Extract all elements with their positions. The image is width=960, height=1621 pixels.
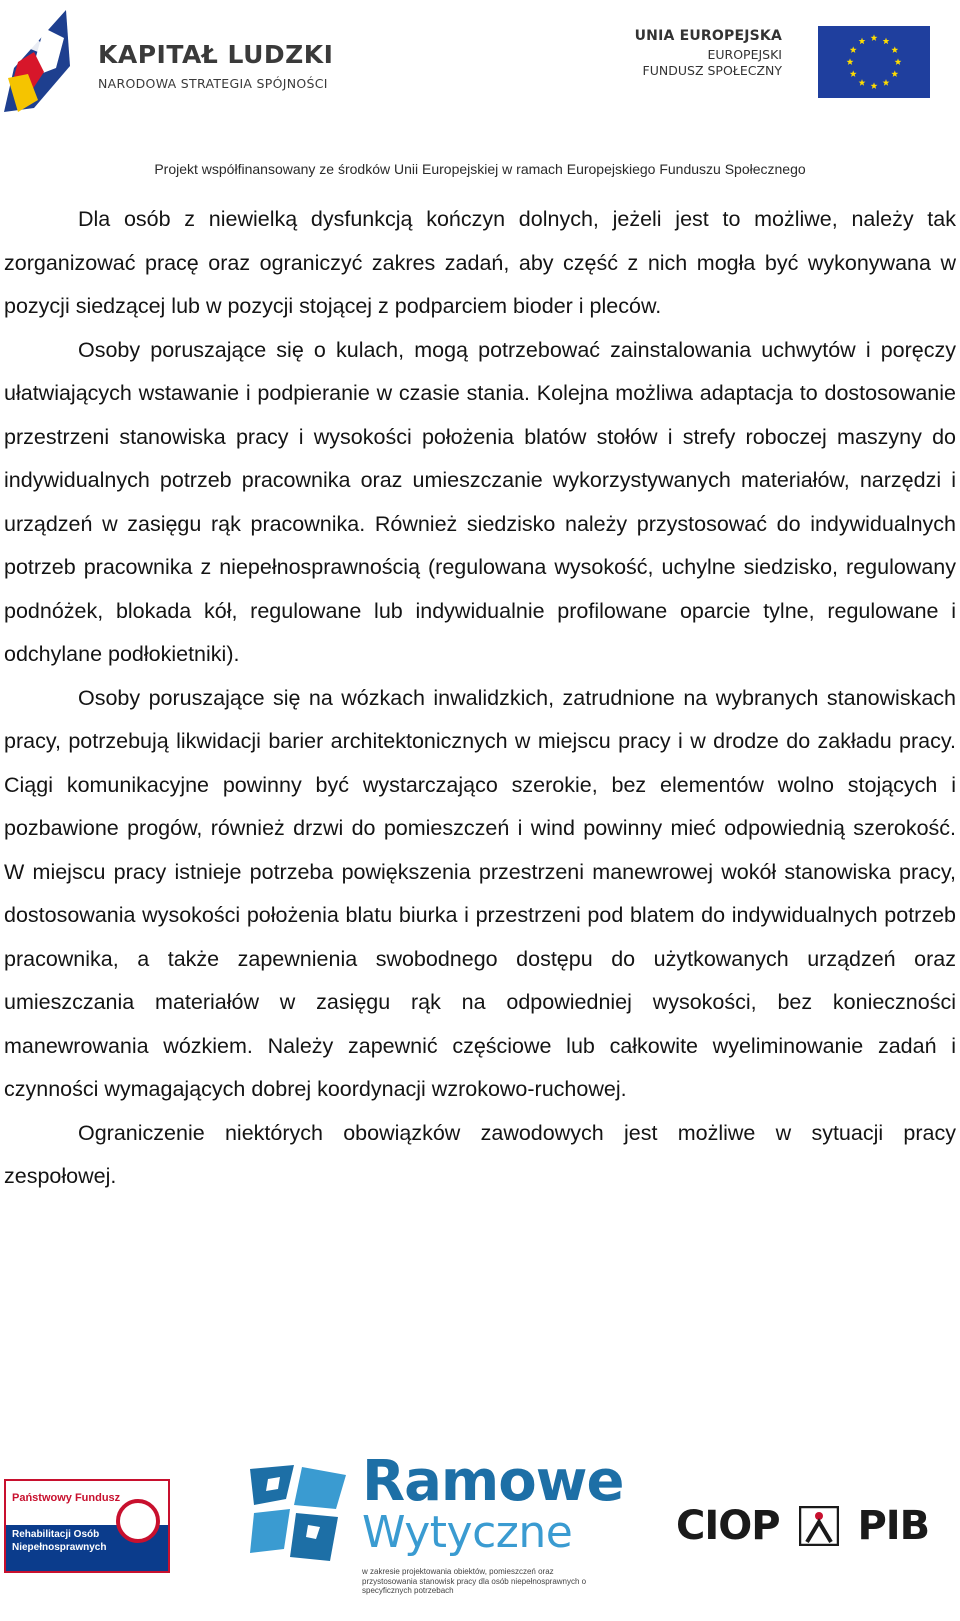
pfron-logo xyxy=(4,1479,170,1573)
eu-flag-icon xyxy=(818,26,930,98)
ramowe-wytyczne-caption: w zakresie projektowania obiektów, pomieszczeń oraz przystosowania stanowisk pracy dla osób niepełnosprawnych o specyficznych potrzebach xyxy=(362,1567,587,1595)
kapital-ludzki-logo xyxy=(4,8,74,118)
ramowe-wytyczne-mark-icon xyxy=(250,1465,350,1575)
ciop-pib-logo xyxy=(676,1501,929,1551)
eu-fund-line2: FUNDUSZ SPOŁECZNY xyxy=(642,63,782,78)
pfron-line2: Rehabilitacji Osób xyxy=(12,1529,100,1540)
kapital-ludzki-subtitle: NARODOWA STRATEGIA SPÓJNOŚCI xyxy=(98,76,328,91)
project-cofinancing-line: Projekt współfinansowany ze środków Unii Europejskiej w ramach Europejskiego Funduszu Społecznego xyxy=(154,161,806,177)
page-header xyxy=(0,0,960,190)
ciop-text: CIOP xyxy=(676,1503,780,1549)
pfron-line1: Państwowy Fundusz xyxy=(12,1492,121,1504)
pfron-circle-icon xyxy=(116,1499,160,1543)
eu-fund-line1: EUROPEJSKI xyxy=(707,47,782,62)
pfron-line3: Niepełnosprawnych xyxy=(12,1542,107,1553)
pib-text: PIB xyxy=(857,1503,930,1549)
paragraph: Ograniczenie niektórych obowiązków zawodowych jest możliwe w sytuacji pracy zespołowej. xyxy=(4,1120,956,1188)
page-footer xyxy=(0,1449,960,1621)
paragraph: Osoby poruszające się na wózkach inwalidzkich, zatrudnione na wybranych stanowiskach pracy, potrzebują likwidacji barier architektonicznych w miejscu pracy i w drodze do zakładu pracy. Ciągi komunikacyjne powinny być wystarczająco szerokie, bez elementów wolno stojących i pozbawione progów, również drzwi do pomieszczeń i wind powinny mieć odpowiednią szerokość. W miejscu pracy istnieje potrzeba powiększenia przestrzeni manewrowej wokół stanowiska pracy, dostosowania wysokości położenia blatu biurka i przestrzeni pod blatem do indywidualnych potrzeb pracownika, a także zapewnienia swobodnego dostępu do użytkowanych urządzeń oraz umieszczania materiałów w zasięgu rąk na odpowiedniej wysokości, bez konieczności manewrowania wózkiem. Należy zapewnić częściowe lub całkowite wyeliminowanie zadań i czynności wymagających dobrej koordynacji wzrokowo-ruchowej. xyxy=(4,685,956,1101)
kapital-ludzki-title: KAPITAŁ LUDZKI xyxy=(98,40,334,69)
wytyczne-title: Wytyczne xyxy=(362,1507,573,1558)
ciop-person-icon xyxy=(799,1506,839,1546)
paragraph: Dla osób z niewielką dysfunkcją kończyn dolnych, jeżeli jest to możliwe, należy tak zorganizować pracę oraz ograniczyć zakres zadań, aby część z nich mogła być wykonywana w pozycji siedzącej lub w pozycji stojącej z podparciem bioder i pleców. xyxy=(4,207,956,318)
paragraph: Osoby poruszające się o kulach, mogą potrzebować zainstalowania uchwytów i poręczy ułatwiających wstawanie i podpieranie w czasie stania. Kolejna możliwa adaptacja to dostosowanie przestrzeni stanowiska pracy i wysokości położenia blatów stołów i strefy roboczej maszyny do indywidualnych potrzeb pracownika oraz umieszczanie wykorzystywanych materiałów, narzędzi i urządzeń w zasięgu rąk pracownika. Również siedzisko należy przystosować do indywidualnych potrzeb pracownika z niepełnosprawnością (regulowana wysokość, uchylne siedzisko, regulowany podnóżek, blokada kół, regulowane lub indywidualnie profilowane oparcie tylne, regulowane i odchylane podłokietniki). xyxy=(4,337,956,666)
document-body xyxy=(4,198,956,1199)
eu-title: UNIA EUROPEJSKA xyxy=(634,28,782,44)
eu-text-block xyxy=(635,28,782,79)
ramowe-title: Ramowe xyxy=(362,1449,624,1514)
